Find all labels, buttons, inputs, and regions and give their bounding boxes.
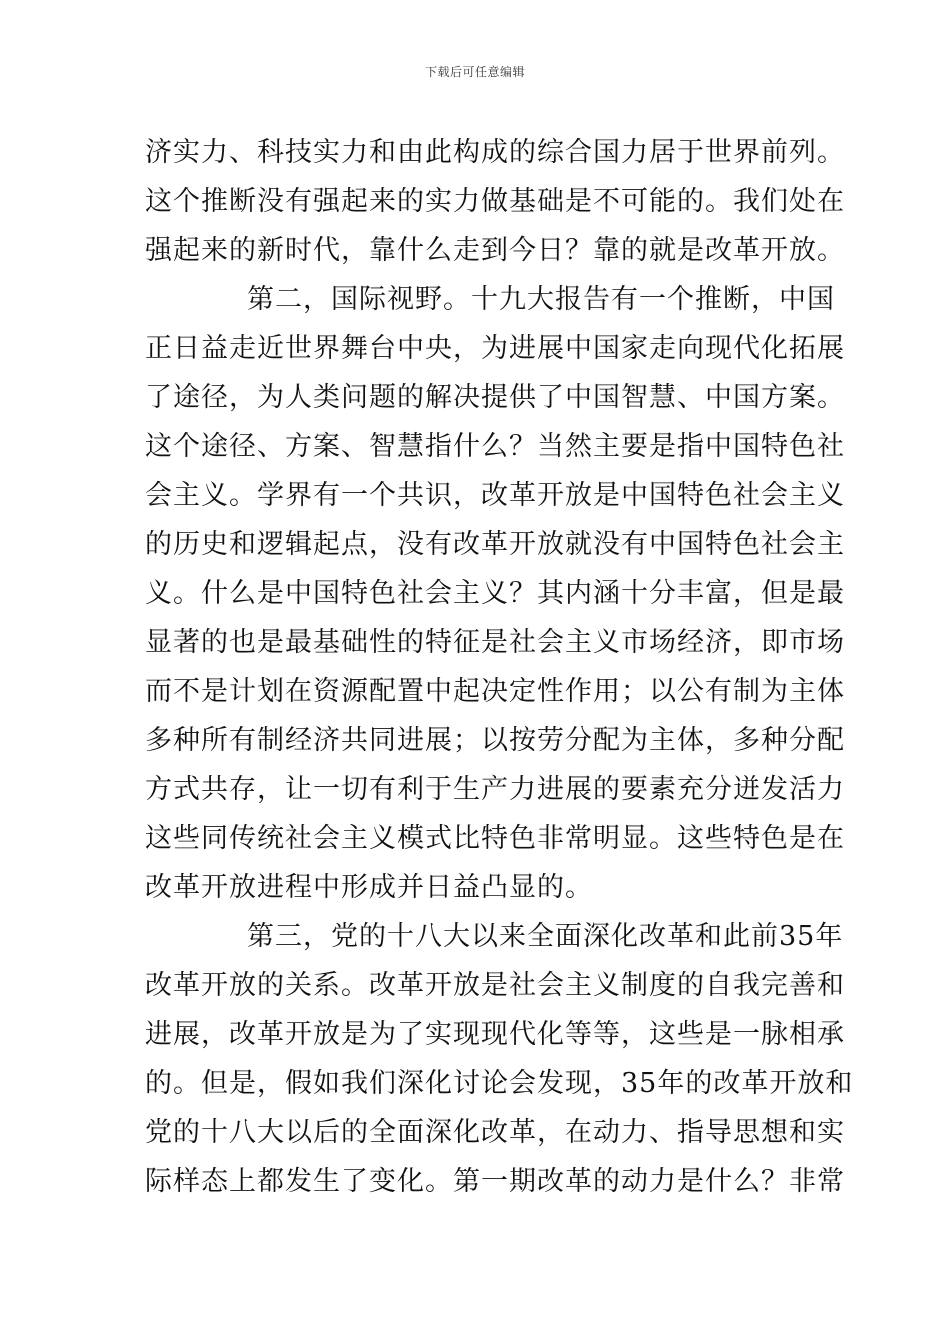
text-line: 而不是计划在资源配置中起决定性作用；以公有制为主体 (145, 676, 845, 707)
text-line: 了途径，为人类问题的解决提供了中国智慧、中国方案。 (145, 382, 845, 413)
text-line: 际样态上都发生了变化。第一期改革的动力是什么？非常 (145, 1166, 845, 1197)
text-line: 会主义。学界有一个共识，改革开放是中国特色社会主义 (145, 480, 845, 511)
body-text (145, 128, 854, 1206)
text-line: 这个推断没有强起来的实力做基础是不可能的。我们处在 (145, 186, 845, 217)
text-line: 正日益走近世界舞台中央，为进展中国家走向现代化拓展 (145, 333, 845, 364)
paragraph-start-line: 第二，国际视野。十九大报告有一个推断，中国 (247, 284, 835, 315)
text-line: 显著的也是最基础性的特征是社会主义市场经济，即市场 (145, 627, 845, 658)
text-line: 多种所有制经济共同进展；以按劳分配为主体，多种分配 (145, 725, 845, 756)
text-line: 的。但是，假如我们深化讨论会发现，35年的改革开放和 (145, 1068, 854, 1099)
text-line: 义。什么是中国特色社会主义？其内涵十分丰富，但是最 (145, 578, 845, 609)
text-line: 强起来的新时代，靠什么走到今日？靠的就是改革开放。 (145, 235, 845, 266)
text-line: 方式共存，让一切有利于生产力进展的要素充分迸发活力 (145, 774, 845, 805)
page-header: 下载后可任意编辑 (424, 65, 525, 79)
text-line: 党的十八大以后的全面深化改革，在动力、指导思想和实 (145, 1117, 845, 1148)
text-line: 这些同传统社会主义模式比特色非常明显。这些特色是在 (145, 823, 845, 854)
text-line: 的历史和逻辑起点，没有改革开放就没有中国特色社会主 (145, 529, 845, 560)
paragraph-start-line: 第三，党的十八大以来全面深化改革和此前35年 (247, 921, 844, 952)
text-line: 济实力、科技实力和由此构成的综合国力居于世界前列。 (145, 137, 845, 168)
text-line: 改革开放进程中形成并日益凸显的。 (145, 872, 593, 903)
text-line: 这个途径、方案、智慧指什么？当然主要是指中国特色社 (145, 431, 845, 462)
text-line: 改革开放的关系。改革开放是社会主义制度的自我完善和 (145, 970, 845, 1001)
text-line: 进展，改革开放是为了实现现代化等等，这些是一脉相承 (145, 1019, 845, 1050)
